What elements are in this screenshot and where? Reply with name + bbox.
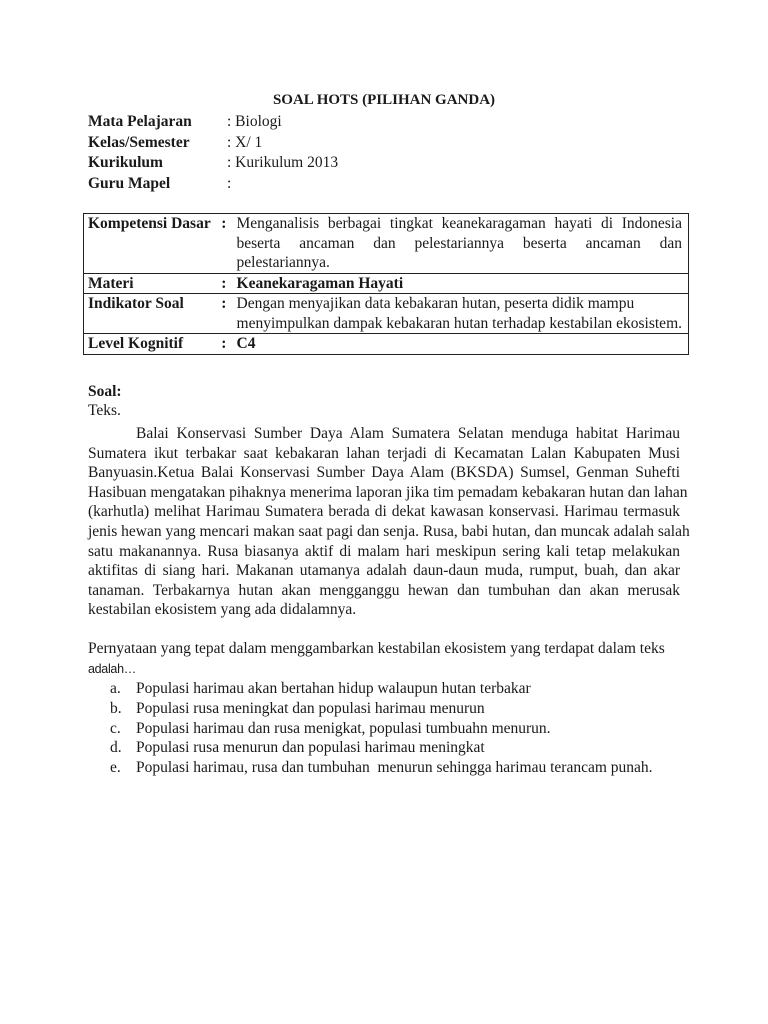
option-c xyxy=(110,719,688,739)
option-b xyxy=(110,699,688,719)
option-text: Populasi harimau dan rusa menigkat, populasi tumbuahn menurun. xyxy=(136,719,551,737)
metadata-block xyxy=(88,112,488,194)
row-value xyxy=(237,214,689,274)
meta-value: : Biologi xyxy=(227,113,282,130)
option-text: Populasi harimau akan bertahan hidup walaupun hutan terbakar xyxy=(136,679,531,697)
question-section xyxy=(88,382,688,778)
row-value: C4 xyxy=(237,334,689,355)
option-letter: e. xyxy=(110,759,121,777)
competency-table xyxy=(83,213,689,355)
option-text: Populasi rusa meningkat dan populasi harimau menurun xyxy=(136,699,485,717)
passage-line: satu makanannya. Rusa biasanya aktif di malam hari meskipun sering kali tetap melakukan xyxy=(88,542,680,560)
value-line: Menganalisis berbagai tingkat keanekaragaman hayati di Indonesia xyxy=(236,215,682,232)
row-colon: : xyxy=(221,214,236,274)
table-row-materi xyxy=(84,273,689,294)
option-text: Populasi rusa menurun dan populasi harimau meningkat xyxy=(136,739,485,757)
passage-line: Balai Konservasi Sumber Daya Alam Sumatera Selatan menduga habitat Harimau xyxy=(136,425,680,442)
value-line: pelestariannya. xyxy=(236,254,330,271)
passage-line: Sumatera ikut terbakar saat kebakaran lahan terjadi di Kecamatan Lalan Kabupaten Musi xyxy=(88,444,680,462)
meta-value: : Kurikulum 2013 xyxy=(227,154,339,171)
reading-passage xyxy=(88,424,690,620)
value-line: Dengan menyajikan data kebakaran hutan, peserta didik mampu xyxy=(236,295,635,312)
option-e xyxy=(110,758,688,778)
meta-row-class xyxy=(88,133,488,154)
passage-line: Banyuasin.Ketua Balai Konservasi Sumber Daya Alam (BKSDA) Sumsel, Genman Suhefti xyxy=(88,464,680,482)
document-title: SOAL HOTS (PILIHAN GANDA) xyxy=(272,92,496,108)
meta-label: Mata Pelajaran xyxy=(88,113,192,130)
teks-label: Teks. xyxy=(88,402,121,419)
row-label: Level Kognitif xyxy=(84,334,222,355)
meta-row-curriculum xyxy=(88,153,488,174)
passage-line: kestabilan ekosistem yang ada didalamnya. xyxy=(88,601,357,619)
meta-label: Kurikulum xyxy=(88,154,163,171)
meta-row-subject xyxy=(88,112,488,133)
passage-line: tanaman. Terbakarnya hutan akan mengganggu hewan dan tumbuhan dan akan merusak xyxy=(88,581,680,599)
passage-line: aktifitas di siang hari. Makanan utamanya adalah daun-daun muda, rumput, buah, dan akar xyxy=(88,562,680,580)
meta-label: Guru Mapel xyxy=(88,174,171,192)
option-d xyxy=(110,738,688,758)
table-row-level xyxy=(84,334,689,355)
row-label: Kompetensi Dasar xyxy=(84,214,222,274)
option-letter: d. xyxy=(110,739,122,757)
option-letter: a. xyxy=(110,679,121,697)
table-row-indikator xyxy=(84,294,689,334)
passage-line: jenis hewan yang mencari makan saat pagi dan senja. Rusa, babi hutan, dan muncak adalah salah xyxy=(88,522,690,540)
answer-options xyxy=(110,679,688,778)
soal-heading: Soal: xyxy=(88,383,122,400)
row-colon: : xyxy=(221,294,236,334)
question-text: Pernyataan yang tepat dalam menggambarkan kestabilan ekosistem yang terdapat dalam teks xyxy=(88,639,665,657)
table-row-kompetensi xyxy=(84,214,689,274)
row-value: Keanekaragaman Hayati xyxy=(237,273,689,294)
option-text: Populasi harimau, rusa dan tumbuhan menurun sehingga harimau terancam punah. xyxy=(136,759,653,777)
meta-value: : xyxy=(227,174,232,192)
passage-line: (karhutla) melihat Harimau Sumatera berada di dekat kawasan konservasi. Harimau termasuk xyxy=(88,503,680,521)
question-tail: adalah… xyxy=(88,661,136,676)
passage-line: Hasibuan mengatakan pihaknya menerima laporan jika tim pemadam kebakaran hutan dan lahan xyxy=(88,483,688,501)
row-value xyxy=(237,294,689,334)
value-line: beserta ancaman dan pelestariannya beserta ancaman dan xyxy=(236,234,682,252)
row-colon: : xyxy=(221,273,236,294)
meta-value: : X/ 1 xyxy=(227,133,263,151)
meta-label: Kelas/Semester xyxy=(88,133,190,151)
value-line: menyimpulkan dampak kebakaran hutan terhadap kestabilan ekosistem. xyxy=(236,314,682,332)
row-colon: : xyxy=(221,334,236,355)
meta-row-teacher xyxy=(88,174,488,195)
option-letter: c. xyxy=(110,719,121,737)
option-letter: b. xyxy=(110,699,122,717)
row-label: Materi xyxy=(84,273,222,294)
option-a xyxy=(110,679,688,699)
row-label: Indikator Soal xyxy=(84,294,222,334)
